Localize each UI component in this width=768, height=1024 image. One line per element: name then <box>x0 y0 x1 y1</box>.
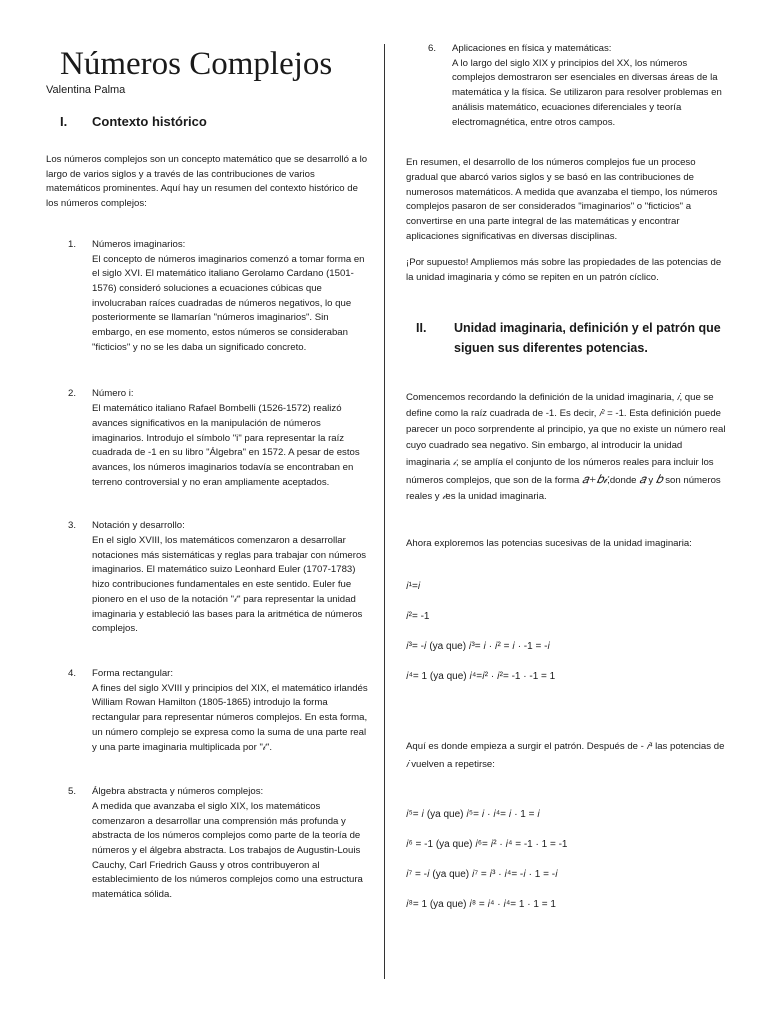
pattern-paragraph <box>406 738 728 774</box>
definition-text: = -1. Esta definición puede parecer un poco sorprendente al principio, ya que no existe un número real cuyo cuadrado sea negativo. Sin embargo, al introducir la unidad imaginaria <box>406 408 726 468</box>
list-item-number: 3. <box>68 520 77 532</box>
list-item-text: A fines del siglo XVIII y principios del XIX, el matemático irlandés William Rowan Hamilton (1805-1865) introdujo la forma rectangular para representar números complejos. En esta forma, un número complejo se expresa como la suma de una parte real y una parte imaginaria multiplicada por "𝒾". <box>92 682 368 753</box>
list-item <box>46 387 368 490</box>
list-item-number: 4. <box>68 667 77 679</box>
intro-paragraph: Los números complejos son un concepto matemático que se desarrolló a lo largo de varios siglos y a través de las contribuciones de varios matemáticos prominentes. Aquí hay un resumen del contexto histórico de los números complejos: <box>46 154 368 210</box>
document-title: Números Complejos <box>60 46 333 82</box>
powers-list-1 <box>406 580 728 700</box>
list-item-number: 5. <box>68 786 77 798</box>
list-item <box>46 238 368 356</box>
variable-b-symbol: 𝑏 <box>655 471 663 486</box>
power-equation: 𝑖³= -𝑖 (ya que) 𝑖³= 𝑖 · 𝑖² = 𝑖 · -1 = -𝑖 <box>406 640 551 652</box>
list-item <box>406 42 728 130</box>
list-item-number: 1. <box>68 238 77 250</box>
author-name: Valentina Palma <box>46 84 126 96</box>
definition-text: , que se define como la raíz cuadrada de -1. Es decir, <box>406 391 714 420</box>
list-item-title: Aplicaciones en física y matemáticas: <box>452 43 612 54</box>
powers-list-2 <box>406 808 728 928</box>
explore-paragraph: Ahora exploremos las potencias sucesivas de la unidad imaginaria: <box>406 538 692 550</box>
section-2-number: II. <box>416 320 427 335</box>
left-column <box>46 44 368 933</box>
power-equation: 𝑖²= -1 <box>406 610 430 622</box>
definition-text: ,donde <box>607 474 640 486</box>
list-item-text: En el siglo XVIII, los matemáticos comenzaron a desarrollar notaciones más sistemáticas y reglas para trabajar con números imaginarios. El matemático suizo Leonhard Euler (1707-1783) hizo contribuciones fundamentales en este sentido. Euler fue pionero en el uso de la notación "𝒾" para representar la unidad imaginaria y estableció las bases para la aritmética de números complejos. <box>92 535 367 635</box>
summary-paragraph: En resumen, el desarrollo de los números complejos fue un proceso gradual que abarcó varios siglos y se basó en las contribuciones de numerosos matemáticos. A medida que avanzaba el tiempo, los números complejos pasaron de ser considerados "imaginarios" o "ficticios" a convertirse en una parte integral de las matemáticas y encontrar aplicaciones significativas en diversas disciplinas. <box>406 157 718 242</box>
definition-text: Comencemos recordando la definición de la unidad imaginaria, <box>406 391 677 403</box>
power-equation: 𝑖⁵= 𝑖 (ya que) 𝑖⁵= 𝑖 · 𝑖⁴= 𝑖 · 1 = 𝑖 <box>406 808 540 820</box>
imaginary-unit-symbol: 𝑖 <box>406 758 409 770</box>
list-item <box>46 519 368 637</box>
expand-paragraph: ¡Por supuesto! Ampliemos más sobre las propiedades de las potencias de la unidad imaginaria y cómo se repiten en un patrón cíclico. <box>406 257 722 284</box>
imaginary-unit-symbol: 𝒾 <box>452 456 457 468</box>
imaginary-unit-symbol: 𝑖 <box>676 391 680 403</box>
definition-text: , se amplía el conjunto de los números reales para incluir los números complejos, que son de la forma <box>406 456 714 486</box>
section-2-title: Unidad imaginaria, definición y el patrón que siguen sus diferentes potencias. <box>454 320 721 355</box>
imaginary-unit-symbol: 𝒾 <box>442 491 446 503</box>
list-item-title: Álgebra abstracta y números complejos: <box>92 786 264 798</box>
power-equation: 𝑖¹=𝑖 <box>406 580 421 592</box>
i-squared-symbol: 𝑖² <box>599 408 605 420</box>
list-item-text: El matemático italiano Rafael Bombelli (1526-1572) realizó avances significativos en la manipulación de números imaginarios. Introdujo el símbolo "i" para representar la raíz cuadrada de -1 en su libro "Álgebra" en 1572. A pesar de estos avances, los números imaginarios todavía se encontraban en terreno controversial y no eran ampliamente aceptados. <box>92 403 360 488</box>
section-1-number: I. <box>60 114 68 129</box>
list-item-title: Números imaginarios: <box>92 238 186 250</box>
section-1-heading <box>46 114 368 129</box>
section-2-heading <box>406 318 728 358</box>
power-equation: 𝑖⁴= 1 (ya que) 𝑖⁴=𝑖² · 𝑖²= -1 · -1 = 1 <box>406 670 556 682</box>
list-item-text: El concepto de números imaginarios comenzó a tomar forma en el siglo XVI. El matemático italiano Gerolamo Cardano (1501-1576) consideró soluciones a ecuaciones cúbicas que involucraban raíces cuadradas de números negativos, lo que posteriormente se llamarían "números imaginarios". Sin embargo, en ese momento, estos números se consideraban "ficticios" y no se les daba un significado concreto. <box>92 253 365 353</box>
right-column <box>406 42 728 928</box>
pattern-text: las potencias de <box>652 740 725 752</box>
complex-form-symbol: 𝑎+𝑏𝒾 <box>581 471 608 486</box>
list-item-text: A lo largo del siglo XIX y principios del XX, los números complejos demostraron ser esenciales en diversas áreas de la matemática y la física. Se utilizaron para resolver problemas en análisis matemático, ecuaciones diferenciales y teoría electromagnética, entre otros campos. <box>452 57 722 128</box>
list-item-title: Número i: <box>92 388 134 400</box>
list-item <box>46 785 368 903</box>
definition-paragraph <box>406 390 728 505</box>
i-fourth-symbol: 𝑖⁴ <box>646 740 653 752</box>
power-equation: 𝑖⁷ = -𝑖 (ya que) 𝑖⁷ = 𝑖³ · 𝑖⁴= -𝑖 · 1 = -𝑖 <box>406 868 558 880</box>
power-equation: 𝑖⁸= 1 (ya que) 𝑖⁸ = 𝑖⁴ · 𝑖⁴= 1 · 1 = 1 <box>406 898 556 910</box>
definition-text: y <box>645 474 656 486</box>
list-item-number: 6. <box>428 43 437 54</box>
list-item-title: Forma rectangular: <box>92 667 174 679</box>
column-divider <box>384 44 385 979</box>
list-item <box>46 667 368 755</box>
definition-text: son números reales y <box>406 474 721 503</box>
list-item-title: Notación y desarrollo: <box>92 520 185 532</box>
pattern-text: vuelven a repetirse: <box>408 758 495 770</box>
variable-a-symbol: 𝑎 <box>639 471 646 486</box>
pattern-text: Aquí es donde empieza a surgir el patrón. Después de - <box>406 740 647 752</box>
history-list <box>46 238 368 903</box>
section-1-title: Contexto histórico <box>92 114 207 129</box>
power-equation: 𝑖⁶ = -1 (ya que) 𝑖⁶= 𝑖² · 𝑖⁴ = -1 · 1 = -1 <box>406 838 568 850</box>
list-item-number: 2. <box>68 388 77 400</box>
definition-text: es la unidad imaginaria. <box>445 491 547 503</box>
list-item-text: A medida que avanzaba el siglo XIX, los matemáticos comenzaron a desarrollar una comprensión más profunda y abstracta de los números complejos como parte de la teoría de números y el álgebra abstracta. Los trabajos de Augustin-Louis Cauchy, Carl Friedrich Gauss y otros contribuyeron al establecimiento de los números complejos como una estructura matemática sólida. <box>92 800 363 901</box>
